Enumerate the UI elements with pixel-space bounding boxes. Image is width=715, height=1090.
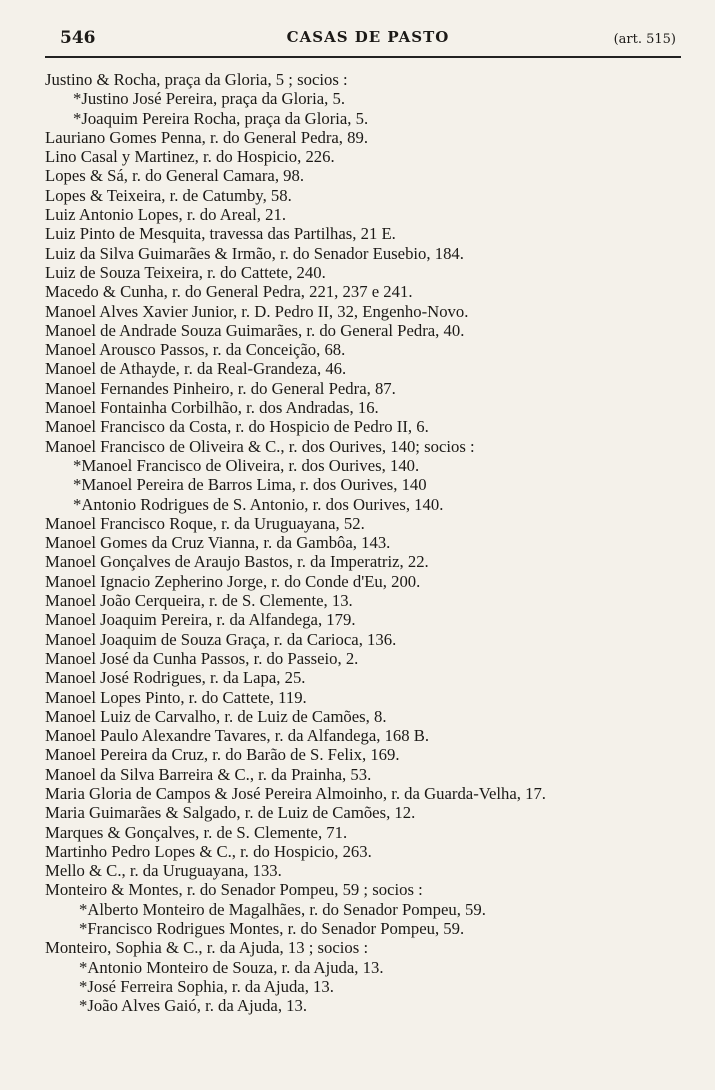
page-number: 546	[60, 28, 96, 48]
list-item: Lopes & Teixeira, r. de Catumby, 58.	[45, 185, 292, 205]
list-item: Manoel Fontainha Corbilhão, r. dos Andradas, 16.	[45, 398, 379, 418]
list-item-partner: *Justino José Pereira, praça da Gloria, 5.	[73, 89, 346, 109]
list-item: Manoel Francisco da Costa, r. do Hospicio de Pedro II, 6.	[45, 417, 429, 437]
list-item: Manoel Gonçalves de Araujo Bastos, r. da Imperatriz, 22.	[45, 552, 429, 572]
list-item: Manoel Ignacio Zepherino Jorge, r. do Conde d'Eu, 200.	[45, 571, 421, 591]
list-item: Manoel Joaquim Pereira, r. da Alfandega, 179.	[45, 610, 356, 630]
list-item: Monteiro & Montes, r. do Senador Pompeu, 59 ; socios :	[45, 880, 423, 900]
list-item: Lino Casal y Martinez, r. do Hospicio, 226.	[45, 147, 335, 167]
list-item: Manoel de Athayde, r. da Real-Grandeza, 46.	[45, 359, 347, 379]
list-item: Monteiro, Sophia & C., r. da Ajuda, 13 ; socios :	[45, 938, 369, 958]
list-item: Maria Gloria de Campos & José Pereira Almoinho, r. da Guarda-Velha, 17.	[45, 783, 546, 803]
section-reference: (art. 515)	[613, 32, 676, 47]
list-item: Manoel José da Cunha Passos, r. do Passeio, 2.	[45, 648, 359, 668]
list-item: Lauriano Gomes Penna, r. do General Pedra, 89.	[45, 127, 368, 147]
list-item-partner: *Manoel Francisco de Oliveira, r. dos Ourives, 140.	[73, 455, 420, 475]
list-item: Justino & Rocha, praça da Gloria, 5 ; socios :	[45, 70, 348, 89]
list-item: Manoel Lopes Pinto, r. do Cattete, 119.	[45, 687, 307, 707]
list-item: Mello & C., r. da Uruguayana, 133.	[45, 861, 282, 881]
list-item-partner: *João Alves Gaió, r. da Ajuda, 13.	[79, 996, 308, 1016]
list-item: Luiz da Silva Guimarães & Irmão, r. do Senador Eusebio, 184.	[45, 243, 464, 263]
list-item: Manoel João Cerqueira, r. de S. Clemente, 13.	[45, 591, 353, 611]
list-item: Luiz Antonio Lopes, r. do Areal, 21.	[45, 205, 287, 225]
list-item: Martinho Pedro Lopes & C., r. do Hospicio, 263.	[45, 841, 372, 861]
list-item: Manoel da Silva Barreira & C., r. da Prainha, 53.	[45, 764, 372, 784]
list-item: Manoel Pereira da Cruz, r. do Barão de S. Felix, 169.	[45, 745, 400, 765]
list-item-partner: *Alberto Monteiro de Magalhães, r. do Senador Pompeu, 59.	[79, 899, 486, 919]
list-item: Luiz de Souza Teixeira, r. do Cattete, 240.	[45, 262, 326, 282]
list-item-partner: *Joaquim Pereira Rocha, praça da Gloria, 5.	[73, 108, 369, 128]
running-title: CASAS DE PASTO	[286, 28, 450, 46]
list-item: Manoel Gomes da Cruz Vianna, r. da Gambôa, 143.	[45, 533, 391, 553]
list-item: Manoel de Andrade Souza Guimarães, r. do General Pedra, 40.	[45, 320, 465, 340]
list-item: Manoel Paulo Alexandre Tavares, r. da Alfandega, 168 B.	[45, 726, 430, 746]
list-item: Manoel Joaquim de Souza Graça, r. da Carioca, 136.	[45, 629, 397, 649]
directory-entries	[45, 70, 680, 1016]
list-item: Manoel Francisco Roque, r. da Uruguayana, 52.	[45, 513, 365, 533]
list-item: Marques & Gonçalves, r. de S. Clemente, 71.	[45, 822, 348, 842]
list-item-partner: *José Ferreira Sophia, r. da Ajuda, 13.	[79, 976, 334, 996]
list-item: Lopes & Sá, r. do General Camara, 98.	[45, 166, 305, 186]
list-item-partner: *Manoel Pereira de Barros Lima, r. dos Ourives, 140	[73, 475, 427, 495]
list-item: Manoel Arousco Passos, r. da Conceição, 68.	[45, 340, 346, 360]
list-item-partner: *Antonio Rodrigues de S. Antonio, r. dos Ourives, 140.	[73, 494, 444, 514]
list-item: Manoel Luiz de Carvalho, r. de Luiz de Camões, 8.	[45, 706, 387, 726]
list-item: Macedo & Cunha, r. do General Pedra, 221, 237 e 241.	[45, 282, 413, 302]
list-item: Manoel Alves Xavier Junior, r. D. Pedro II, 32, Engenho-Novo.	[45, 301, 469, 321]
list-item: Manoel José Rodrigues, r. da Lapa, 25.	[45, 668, 306, 688]
list-item: Manoel Fernandes Pinheiro, r. do General Pedra, 87.	[45, 378, 396, 398]
list-item-partner: *Antonio Monteiro de Souza, r. da Ajuda, 13.	[79, 957, 384, 977]
list-item-partner: *Francisco Rodrigues Montes, r. do Senador Pompeu, 59.	[79, 919, 465, 939]
list-item: Manoel Francisco de Oliveira & C., r. dos Ourives, 140; socios :	[45, 436, 475, 456]
header-rule	[45, 56, 681, 58]
list-item: Maria Guimarães & Salgado, r. de Luiz de Camões, 12.	[45, 803, 416, 823]
page-header	[60, 28, 676, 54]
list-item: Luiz Pinto de Mesquita, travessa das Partilhas, 21 E.	[45, 224, 396, 244]
